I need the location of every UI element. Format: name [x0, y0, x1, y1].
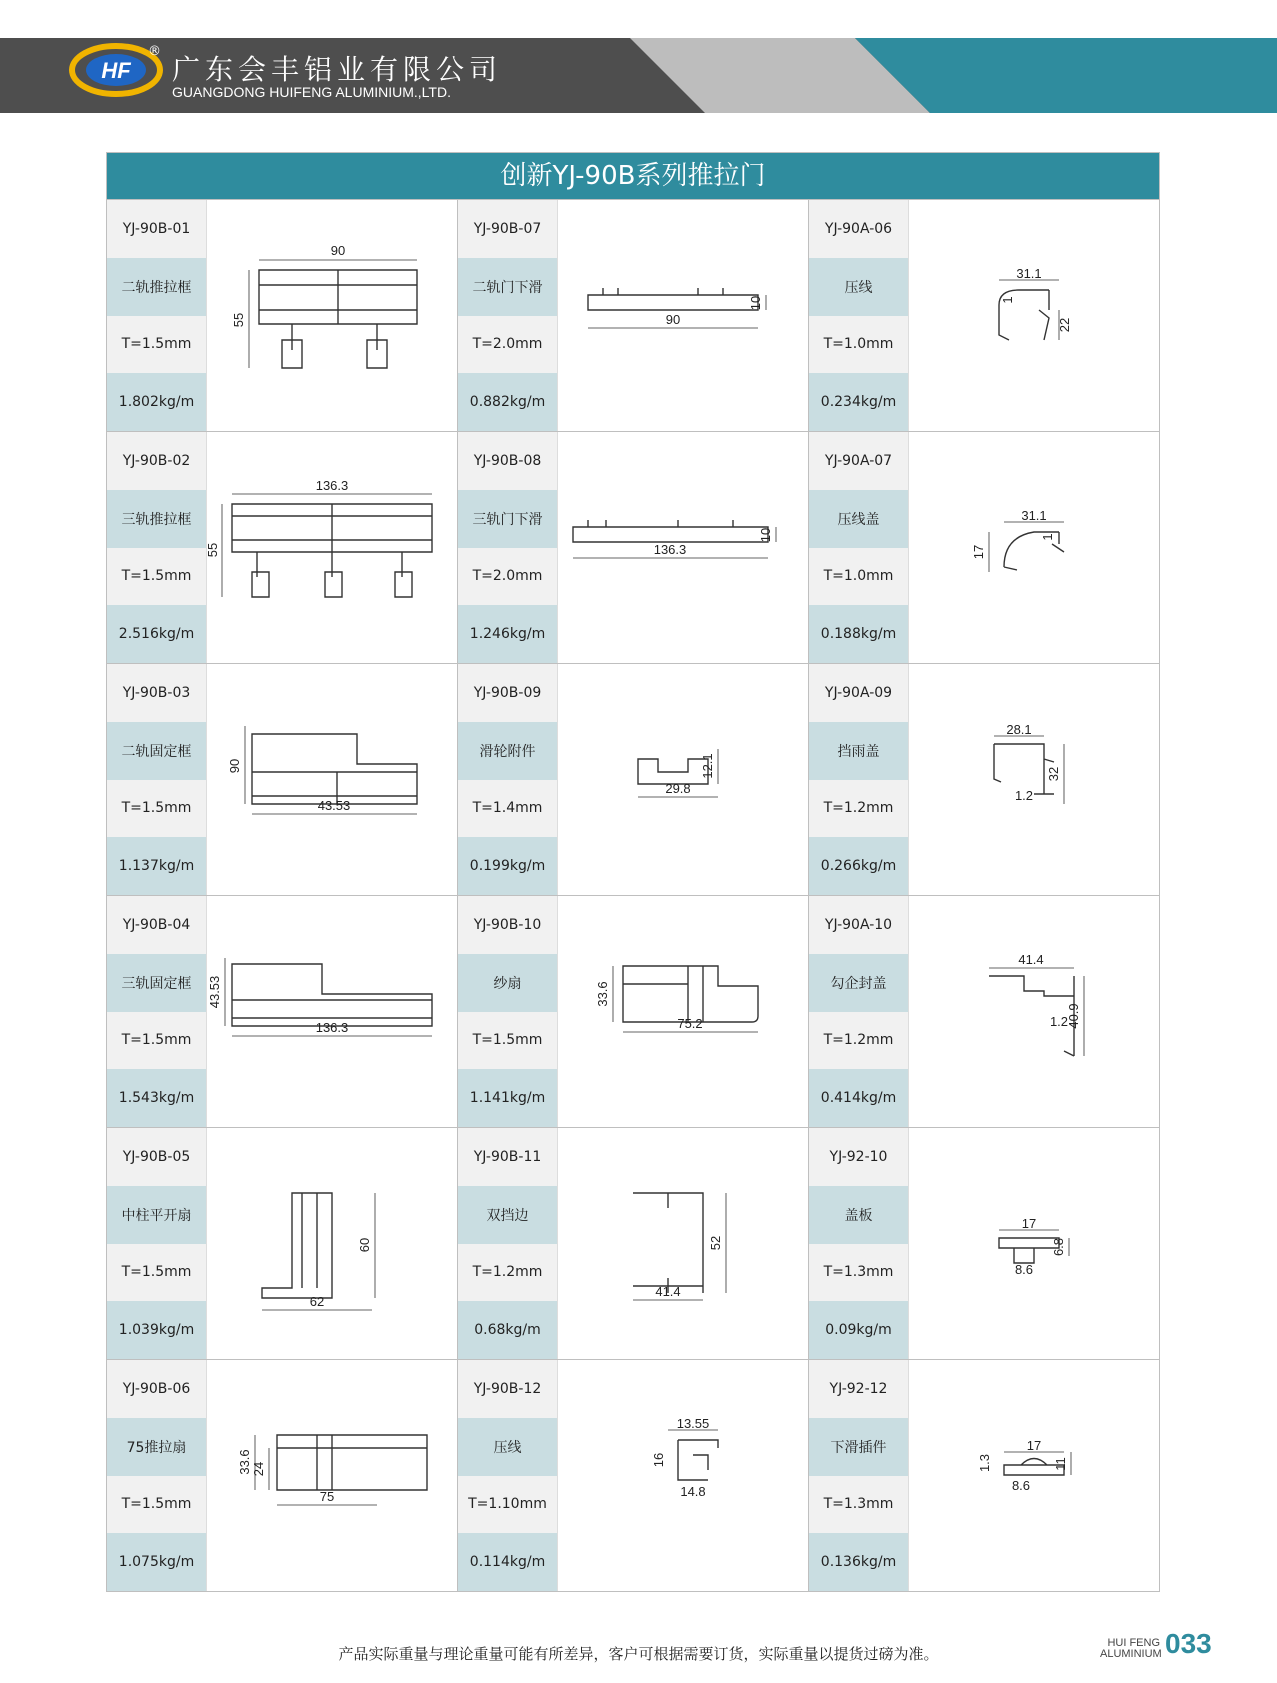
product-spec-column: [107, 1360, 207, 1591]
product-weight: 0.136kg/m: [809, 1533, 908, 1591]
product-thickness: T=1.3mm: [809, 1476, 908, 1534]
product-spec-column: [107, 1128, 207, 1359]
product-spec-column: [107, 664, 207, 895]
dimension-label: 12.1: [700, 753, 715, 779]
product-code: YJ-90B-09: [458, 664, 557, 722]
dimension-label: 17: [1021, 1216, 1037, 1231]
product-spec-column: [458, 1360, 558, 1591]
catalog-row: [107, 199, 1159, 431]
profile-svg: [207, 664, 458, 895]
catalog-rows: [107, 199, 1159, 1591]
profile-outline: [262, 1193, 332, 1298]
product-spec-column: [458, 200, 558, 431]
dimension-label: 136.3: [653, 542, 687, 557]
product-spec-column: [809, 200, 909, 431]
product-code: YJ-90B-01: [107, 200, 206, 258]
product-weight: 0.09kg/m: [809, 1301, 908, 1359]
product-weight: 0.266kg/m: [809, 837, 908, 895]
product-thickness: T=1.5mm: [107, 1476, 206, 1534]
company-name-cn: 广东会丰铝业有限公司: [172, 53, 503, 86]
dimension-label: 8.6: [1011, 1478, 1031, 1493]
product-spec-column: [458, 1128, 558, 1359]
dimension-label: 10: [758, 527, 773, 543]
product-cell: [457, 200, 808, 431]
product-cell: [457, 1128, 808, 1359]
product-spec-column: [809, 896, 909, 1127]
catalog-row: [107, 431, 1159, 663]
profile-outline: [623, 966, 758, 1022]
product-name: 挡雨盖: [809, 722, 908, 780]
product-cell: [808, 1128, 1159, 1359]
product-code: YJ-90B-11: [458, 1128, 557, 1186]
profile-outline: [252, 734, 417, 804]
product-code: YJ-90B-10: [458, 896, 557, 954]
product-thickness: T=2.0mm: [458, 316, 557, 374]
dimension-label: 14.8: [680, 1484, 706, 1499]
dimension-label: 6.8: [1051, 1237, 1066, 1257]
product-cell: [457, 664, 808, 895]
product-thickness: T=1.2mm: [809, 1012, 908, 1070]
product-thickness: T=1.10mm: [458, 1476, 557, 1534]
profile-drawing: [909, 1128, 1159, 1359]
product-spec-column: [458, 664, 558, 895]
company-name-en: GUANGDONG HUIFENG ALUMINIUM.,LTD.: [172, 84, 451, 100]
product-name: 二轨推拉框: [107, 258, 206, 316]
product-code: YJ-90B-03: [107, 664, 206, 722]
product-weight: 0.882kg/m: [458, 373, 557, 431]
dimension-label: 1.2: [1049, 1014, 1069, 1029]
product-weight: 1.141kg/m: [458, 1069, 557, 1127]
profile-svg: [558, 1360, 809, 1591]
profile-drawing: [207, 1360, 457, 1591]
catalog-row: [107, 1359, 1159, 1591]
product-thickness: T=1.3mm: [809, 1244, 908, 1302]
product-code: YJ-90A-07: [809, 432, 908, 490]
product-weight: 1.075kg/m: [107, 1533, 206, 1591]
product-cell: [107, 1128, 457, 1359]
page-number: 033: [1165, 1628, 1212, 1659]
product-spec-column: [458, 896, 558, 1127]
product-cell: [107, 432, 457, 663]
dimension-label: 31.1: [1016, 266, 1042, 281]
profile-svg: [558, 200, 809, 431]
product-weight: 0.188kg/m: [809, 605, 908, 663]
product-thickness: T=1.2mm: [458, 1244, 557, 1302]
dimension-label: 55: [205, 542, 220, 558]
profile-svg: [207, 432, 458, 663]
product-code: YJ-92-10: [809, 1128, 908, 1186]
dimension-label: 8.6: [1014, 1262, 1034, 1277]
product-thickness: T=1.5mm: [107, 316, 206, 374]
product-code: YJ-92-12: [809, 1360, 908, 1418]
product-spec-column: [809, 1128, 909, 1359]
product-thickness: T=1.5mm: [458, 1012, 557, 1070]
dimension-label: 60: [357, 1237, 372, 1253]
product-cell: [808, 1360, 1159, 1591]
profile-drawing: [909, 664, 1159, 895]
catalog-title: 创新YJ-90B系列推拉门: [107, 153, 1159, 199]
profile-drawing: [558, 1360, 808, 1591]
dimension-label: 136.3: [315, 478, 349, 493]
profile-outline: [588, 288, 758, 310]
profile-drawing: [558, 1128, 808, 1359]
dimension-label: 17: [1026, 1438, 1042, 1453]
profile-drawing: [207, 1128, 457, 1359]
product-spec-column: [107, 432, 207, 663]
product-thickness: T=1.5mm: [107, 548, 206, 606]
product-code: YJ-90B-07: [458, 200, 557, 258]
product-spec-column: [458, 432, 558, 663]
product-weight: 2.516kg/m: [107, 605, 206, 663]
product-spec-column: [809, 1360, 909, 1591]
profile-svg: [909, 896, 1160, 1127]
dimension-label: 1.3: [977, 1453, 992, 1473]
product-code: YJ-90B-04: [107, 896, 206, 954]
profile-outline: [999, 1238, 1059, 1263]
product-name: 压线: [458, 1418, 557, 1476]
profile-drawing: [558, 664, 808, 895]
product-code: YJ-90A-10: [809, 896, 908, 954]
product-spec-column: [107, 896, 207, 1127]
product-weight: 1.543kg/m: [107, 1069, 206, 1127]
product-name: 中柱平开扇: [107, 1186, 206, 1244]
product-code: YJ-90A-06: [809, 200, 908, 258]
product-spec-column: [809, 664, 909, 895]
profile-svg: [207, 200, 458, 431]
dimension-label: 1.2: [1014, 788, 1034, 803]
profile-outline: [232, 504, 432, 552]
profile-outline: [277, 1435, 427, 1490]
product-name: 压线盖: [809, 490, 908, 548]
dimension-label: 33.6: [237, 1449, 252, 1475]
product-thickness: T=1.5mm: [107, 1244, 206, 1302]
product-thickness: T=1.2mm: [809, 780, 908, 838]
profile-drawing: [909, 1360, 1159, 1591]
dimension-label: 90: [227, 758, 242, 774]
product-weight: 0.414kg/m: [809, 1069, 908, 1127]
product-cell: [107, 896, 457, 1127]
product-name: 盖板: [809, 1186, 908, 1244]
dimension-label: 136.3: [315, 1020, 349, 1035]
dimension-label: 11: [1053, 1457, 1068, 1471]
dimension-label: 75.2: [677, 1016, 703, 1031]
product-name: 三轨推拉框: [107, 490, 206, 548]
product-cell: [107, 200, 457, 431]
catalog-row: [107, 1127, 1159, 1359]
product-weight: 1.802kg/m: [107, 373, 206, 431]
profile-drawing: [909, 200, 1159, 431]
footer-note: 产品实际重量与理论重量可能有所差异，客户可根据需要订货，实际重量以提货过磅为准。: [338, 1645, 939, 1663]
dimension-label: 75: [319, 1489, 335, 1504]
dimension-label: 40.9: [1066, 1003, 1081, 1029]
profile-svg: [207, 1128, 458, 1359]
page-header: [0, 0, 1277, 120]
product-weight: 0.68kg/m: [458, 1301, 557, 1359]
dimension-label: 22: [1057, 317, 1072, 333]
profile-outline: [573, 520, 768, 542]
product-cell: [808, 200, 1159, 431]
product-cell: [808, 664, 1159, 895]
product-weight: 0.234kg/m: [809, 373, 908, 431]
product-thickness: T=1.5mm: [107, 1012, 206, 1070]
catalog-row: [107, 895, 1159, 1127]
dimension-label: 13.55: [676, 1416, 710, 1431]
profile-drawing: [207, 664, 457, 895]
catalog-row: [107, 663, 1159, 895]
product-code: YJ-90B-08: [458, 432, 557, 490]
profile-outline: [994, 744, 1054, 794]
product-cell: [107, 1360, 457, 1591]
dimension-label: 28.1: [1006, 722, 1032, 737]
profile-drawing: [207, 432, 457, 663]
product-name: 压线: [809, 258, 908, 316]
product-name: 二轨固定框: [107, 722, 206, 780]
product-code: YJ-90B-05: [107, 1128, 206, 1186]
product-name: 纱扇: [458, 954, 557, 1012]
dimension-label: 90: [665, 312, 681, 327]
product-name: 勾企封盖: [809, 954, 908, 1012]
product-thickness: T=1.0mm: [809, 316, 908, 374]
footer-brand-line2: ALUMINIUM: [1100, 1648, 1162, 1660]
product-cell: [457, 896, 808, 1127]
product-catalog-table: [106, 152, 1160, 1592]
profile-outline: [232, 964, 432, 1026]
product-cell: [808, 896, 1159, 1127]
profile-svg: [909, 1128, 1160, 1359]
product-weight: 0.114kg/m: [458, 1533, 557, 1591]
registered-mark: ®: [148, 44, 161, 59]
product-cell: [808, 432, 1159, 663]
product-spec-column: [107, 200, 207, 431]
product-thickness: T=1.0mm: [809, 548, 908, 606]
product-weight: 0.199kg/m: [458, 837, 557, 895]
profile-svg: [558, 1128, 809, 1359]
dimension-label: 52: [708, 1235, 723, 1251]
profile-drawing: [207, 200, 457, 431]
product-code: YJ-90B-12: [458, 1360, 557, 1418]
product-weight: 1.039kg/m: [107, 1301, 206, 1359]
product-cell: [457, 432, 808, 663]
profile-outline: [678, 1440, 718, 1480]
dimension-label: 24: [251, 1461, 266, 1477]
product-name: 75推拉扇: [107, 1418, 206, 1476]
product-name: 三轨固定框: [107, 954, 206, 1012]
footer-brand-line1: HUI FENG: [1107, 1637, 1160, 1649]
profile-outline: [633, 1193, 703, 1293]
dimension-label: 17: [971, 544, 986, 560]
product-code: YJ-90B-06: [107, 1360, 206, 1418]
dimension-label: 41.4: [655, 1284, 681, 1299]
product-cell: [457, 1360, 808, 1591]
logo-text: HF: [101, 58, 131, 83]
dimension-label: 43.53: [207, 975, 222, 1009]
profile-outline: [1004, 532, 1064, 570]
profile-svg: [558, 664, 809, 895]
product-name: 下滑插件: [809, 1418, 908, 1476]
product-name: 三轨门下滑: [458, 490, 557, 548]
product-name: 二轨门下滑: [458, 258, 557, 316]
dimension-label: 10: [748, 295, 763, 311]
profile-drawing: [909, 896, 1159, 1127]
dimension-label: 16: [651, 1452, 666, 1468]
profile-svg: [909, 432, 1160, 663]
profile-drawing: [558, 896, 808, 1127]
dimension-label: 1: [1040, 533, 1055, 541]
dimension-label: 55: [231, 312, 246, 328]
product-name: 滑轮附件: [458, 722, 557, 780]
dimension-label: 32: [1046, 766, 1061, 782]
dimension-label: 29.8: [665, 781, 691, 796]
dimension-label: 33.6: [595, 981, 610, 1007]
dimension-label: 31.1: [1021, 508, 1047, 523]
dimension-label: 43.53: [317, 798, 351, 813]
dimension-label: 1: [1000, 296, 1015, 304]
profile-svg: [207, 1360, 458, 1591]
dimension-label: 90: [330, 243, 346, 258]
product-thickness: T=1.4mm: [458, 780, 557, 838]
profile-drawing: [558, 200, 808, 431]
profile-drawing: [909, 432, 1159, 663]
product-code: YJ-90B-02: [107, 432, 206, 490]
profile-svg: [909, 200, 1160, 431]
product-spec-column: [809, 432, 909, 663]
profile-drawing: [558, 432, 808, 663]
profile-outline: [259, 270, 417, 324]
profile-outline: [252, 552, 412, 597]
profile-drawing: [207, 896, 457, 1127]
product-code: YJ-90A-09: [809, 664, 908, 722]
product-cell: [107, 664, 457, 895]
product-weight: 1.137kg/m: [107, 837, 206, 895]
footer-brand: [1100, 1638, 1160, 1660]
product-thickness: T=1.5mm: [107, 780, 206, 838]
profile-svg: [207, 896, 458, 1127]
profile-svg: [558, 896, 809, 1127]
profile-svg: [909, 664, 1160, 895]
dimension-label: 41.4: [1018, 952, 1044, 967]
product-weight: 1.246kg/m: [458, 605, 557, 663]
product-thickness: T=2.0mm: [458, 548, 557, 606]
profile-svg: [558, 432, 809, 663]
profile-svg: [909, 1360, 1160, 1591]
product-name: 双挡边: [458, 1186, 557, 1244]
profile-outline: [282, 324, 387, 368]
dimension-label: 62: [309, 1294, 325, 1309]
